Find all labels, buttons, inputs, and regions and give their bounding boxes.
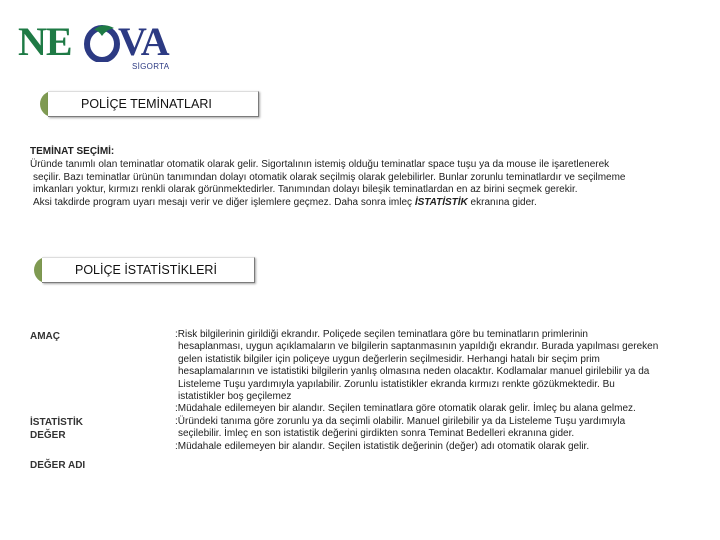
istatistik-emphasis: İSTATİSTİK (414, 197, 468, 209)
teminat-secimi-text (30, 146, 700, 210)
teminat-secimi-heading: TEMİNAT SEÇİMİ: (30, 146, 115, 157)
intro-line-2: seçilir. Bazı teminatlar ürünün tanımından dolayı otomatik olarak seçilmiş olarak gelebilirler. Bunlar zorunlu teminatlardır ve seçilmeme (33, 171, 626, 183)
desc-line-7: :Müdahale edilemeyen bir alandır. Seçilen teminatlara göre otomatik olarak gelir. İmleç bu alana gelmez. (175, 403, 636, 415)
desc-line-9: seçilebilir. İmleç en son istatistik değerini girdikten sonra Teminat Bedelleri ekranına gider. (178, 428, 575, 440)
logo-text-ne: NE (18, 19, 72, 64)
istatistik-descriptions (175, 329, 705, 453)
section-tab-istatistikler (34, 257, 256, 283)
desc-line-6: istatistikler boş geçilemez (178, 391, 292, 403)
intro-line-4-tail: ekranına gider. (467, 197, 537, 209)
logo-text-va: VA (118, 19, 169, 64)
label-istatistik-deger: DEĞER (30, 430, 66, 441)
label-deger-adi: DEĞER ADI (30, 460, 86, 471)
label-amac: AMAÇ (30, 331, 60, 342)
logo-o-mark-icon (84, 24, 120, 62)
desc-line-8: :Üründeki tanıma göre zorunlu ya da seçimli olabilir. Manuel girilebilir ya da Listeleme Tuşu yardımıyla (175, 415, 626, 427)
desc-line-4: hesaplamalarının ve istatistiki bilgilerin yanlış olmasına neden olacaktır. Kodlamalar manuel girilebilir ya da (178, 366, 650, 378)
desc-line-5: Listeleme Tuşu yardımıyla yapılabilir. Zorunlu istatistikler ekranda kırmızı renkte gözükmektedir. Bu (178, 378, 615, 390)
intro-line-3: imkanları yoktur, kırmızı renkli olarak görünmektedirler. Tanımından dolayı bileşik teminatlardan en az birini seçmek gerekir. (33, 184, 578, 196)
section-title-teminatlar: POLİÇE TEMİNATLARI (81, 97, 212, 111)
tab-title-box (48, 91, 259, 117)
intro-line-4 (30, 197, 700, 210)
logo-subtitle: SİGORTA (132, 62, 170, 71)
label-istatistik: İSTATİSTİK (30, 417, 83, 428)
desc-line-10: :Müdahale edilemeyen bir alandır. Seçilen istatistik değerinin (değer) adı otomatik olarak gelir. (175, 440, 590, 452)
intro-line-4-text: Aksi takdirde program uyarı mesajı verir ve diğer işlemlere geçmez. Daha sonra imleç (33, 197, 413, 209)
desc-line-1: :Risk bilgilerinin girildiği ekrandır. Poliçede seçilen teminatlara göre bu teminatların primlerinin (175, 329, 588, 340)
intro-line-1: Üründe tanımlı olan teminatlar otomatik olarak gelir. Sigortalının istemiş olduğu teminatlar space tuşu ya da mouse ile işaretlenerek (30, 158, 610, 170)
desc-line-2: hesaplanması, uygun açıklamaların ve bilgilerin saptanmasının yapıldığı ekrandır. Burada yapılması gereken (178, 341, 659, 353)
desc-line-3: gelen istatistik bilgiler için poliçeye uygun değerlerin seçilmesidir. Herhangi hatalı bir seçim prim (178, 353, 600, 365)
section-tab-teminatlar (40, 91, 260, 117)
tab-title-box (42, 257, 255, 283)
section-title-istatistikler: POLİÇE İSTATİSTİKLERİ (75, 263, 217, 277)
neova-logo (18, 20, 188, 74)
